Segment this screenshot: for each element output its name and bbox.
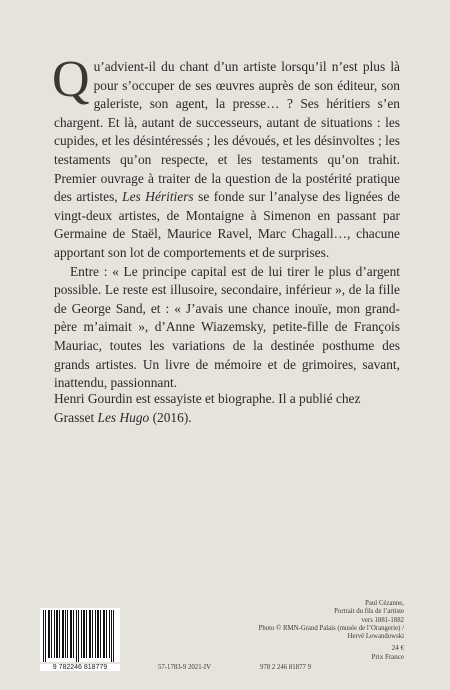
price-amount: 24 €: [391, 644, 404, 652]
blurb-paragraph-1: [52, 51, 400, 263]
blurb-text: [52, 51, 400, 393]
credit-photographer: Hervé Lewandowski: [347, 633, 404, 641]
author-previous-year: (2016).: [149, 409, 192, 425]
book-title: Les Héritiers: [122, 189, 194, 205]
credit-artwork: Portrait du fils de l’artiste: [334, 608, 404, 616]
author-bio: [54, 390, 400, 427]
price-block: [324, 644, 404, 662]
barcode-icon: [40, 608, 120, 662]
barcode-digits: 9 782246 818779: [40, 664, 120, 671]
credit-date: vers 1881-1882: [361, 616, 404, 624]
price-label: Prix France: [371, 653, 404, 661]
blurb-paragraph-1-text: u’advient-il du chant d’un artiste lorsqu’il n’est plus là pour s’occuper de ses œuvres auprès de son éditeur, son galeriste, son agent, la presse… ? Ses héritiers s’en chargent. Et là, autant de successeurs, autant de situations : les cupides, et les désintéressés ; les dévoués, et les désinvoltes ; les testaments qu’on respecte, et les testaments qu’on trahit. Premier ouvrage à traiter de la question de la postérité pratique des artistes,: [54, 59, 400, 205]
blurb-paragraph-2: Entre : « Le principe capital est de lui tirer le plus d’argent possible. Le reste est illusoire, secondaire, inférieur », de la fille de George Sand, et : « J’avais une chance inouïe, mon grand-père m’aimait », d’Anne Wiazemsky, petite-fille de François Mauriac, toutes les variations de la destinée posthume des grands artistes. Un livre de mémoire et de grimoires, savant, inattendu, passionnant.: [54, 263, 400, 391]
reference-code: 57-1783-9 2021-IV: [158, 664, 212, 671]
author-bio-text: Henri Gourdin est essayiste et biographe. Il a publié chez Grasset: [54, 391, 361, 425]
drop-cap: Q: [52, 51, 90, 108]
barcode: [40, 608, 120, 662]
author-previous-book: Les Hugo: [97, 409, 150, 425]
blurb-paragraph-1-end: se fonde sur l’analyse des lignées de vingt-deux artistes, de Montaigne à Simenon en passant par Germaine de Staël, Maurice Ravel, Marc Chagall…, chacune apportant son lot de comportements et de surprises.: [54, 189, 400, 260]
credit-artist: Paul Cézanne,: [365, 600, 404, 607]
cover-credits: [204, 600, 404, 641]
credit-photo: Photo © RMN-Grand Palais (musée de l’Orangerie) /: [258, 624, 404, 632]
isbn-code: 978 2 246 81877 9: [260, 664, 311, 671]
